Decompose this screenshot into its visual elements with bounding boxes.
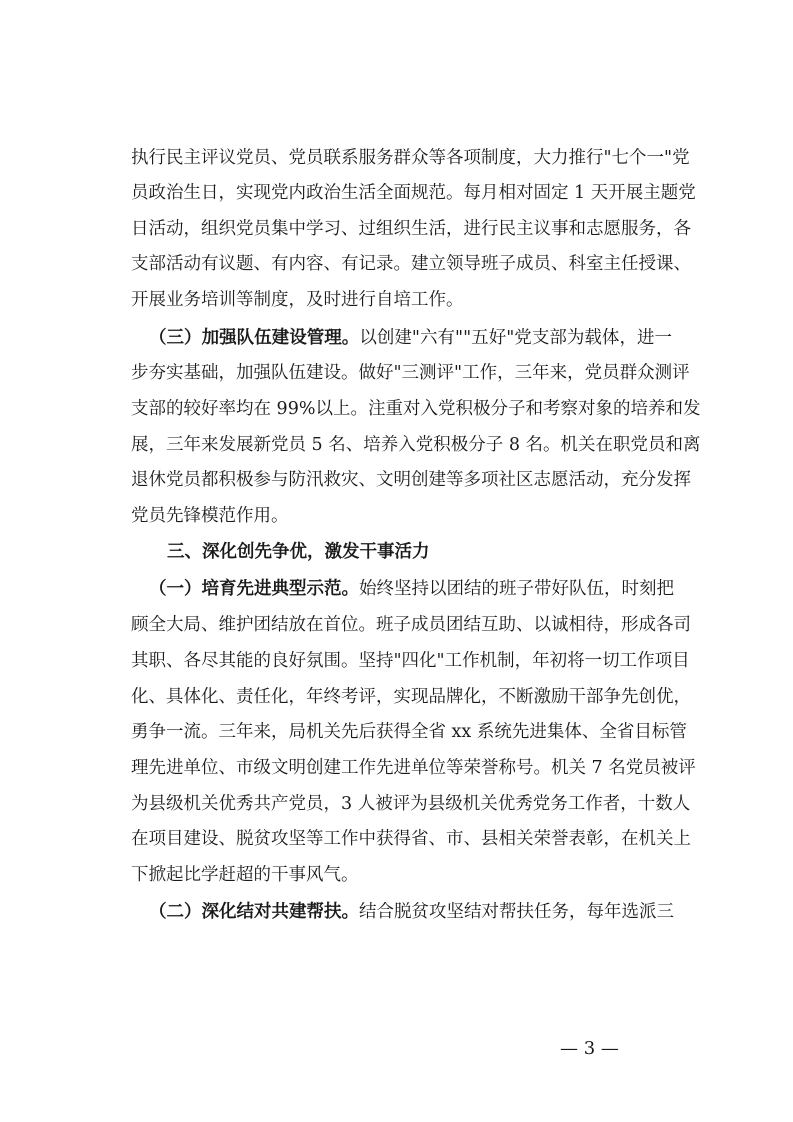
text-line: 下掀起比学赶超的干事风气。 (131, 865, 359, 885)
section-heading: 三、深化创先争优，激发干事活力 (167, 542, 430, 562)
text-line: 理先进单位、市级文明创建工作先进单位等荣誉称号。机关 7 名党员被评 (131, 758, 696, 778)
text-line: 化、具体化、责任化，年终考评，实现品牌化，不断激励干部争先创优， (131, 687, 691, 707)
text-span: 结合脱贫攻坚结对帮扶任务，每年选派三 (359, 902, 674, 922)
subsection-title: （三）加强队伍建设管理。 (149, 328, 360, 348)
text-line (149, 577, 672, 601)
subsection-title: （二）深化结对共建帮扶。 (149, 902, 359, 922)
text-span: 始终坚持以团结的班子带好队伍，时刻把 (359, 579, 674, 599)
page-number: — 3 — (560, 1038, 619, 1059)
text-line (149, 900, 672, 924)
text-line: 展，三年来发展新党员 5 名、培养入党积极分子 8 名。机关在职党员和离 (131, 435, 701, 455)
text-line (149, 326, 672, 350)
subsection-title: （一）培育先进典型示范。 (149, 579, 359, 599)
text-line: 支部的较好率均在 99%以上。注重对入党积极分子和考察对象的培养和发 (131, 399, 701, 419)
text-line: 执行民主评议党员、党员联系服务群众等各项制度，大力推行"七个一"党 (131, 148, 690, 168)
text-line: 勇争一流。三年来，局机关先后获得全省 xx 系统先进集体、全省目标管 (131, 722, 687, 742)
text-line: 党员先锋模范作用。 (131, 506, 289, 526)
text-line: 退休党员都积极参与防汛救灾、文明创建等多项社区志愿活动，充分发挥 (131, 470, 691, 490)
text-line: 支部活动有议题、有内容、有记录。建立领导班子成员、科室主任授课、 (131, 254, 691, 274)
text-span: 以创建"六有""五好"党支部为载体，进一 (359, 328, 673, 348)
text-line: 其职、各尽其能的良好氛围。坚持"四化"工作机制，年初将一切工作项目 (131, 651, 690, 671)
text-line: 为县级机关优秀共产党员，3 人被评为县级机关优秀党务工作者，十数人 (131, 794, 691, 814)
text-line: 开展业务培训等制度，及时进行自培工作。 (131, 290, 464, 310)
text-line: 员政治生日，实现党内政治生活全面规范。每月相对固定 1 天开展主题党 (131, 183, 696, 203)
text-line: 在项目建设、脱贫攻坚等工作中获得省、市、县相关荣誉表彰，在机关上 (131, 829, 691, 849)
text-line: 日活动，组织党员集中学习、过组织生活，进行民主议事和志愿服务，各 (131, 219, 691, 239)
text-line: 步夯实基础，加强队伍建设。做好"三测评"工作，三年来，党员群众测评 (131, 363, 690, 383)
text-line: 顾全大局、维护团结放在首位。班子成员团结互助、以诚相待，形成各司 (131, 615, 691, 635)
